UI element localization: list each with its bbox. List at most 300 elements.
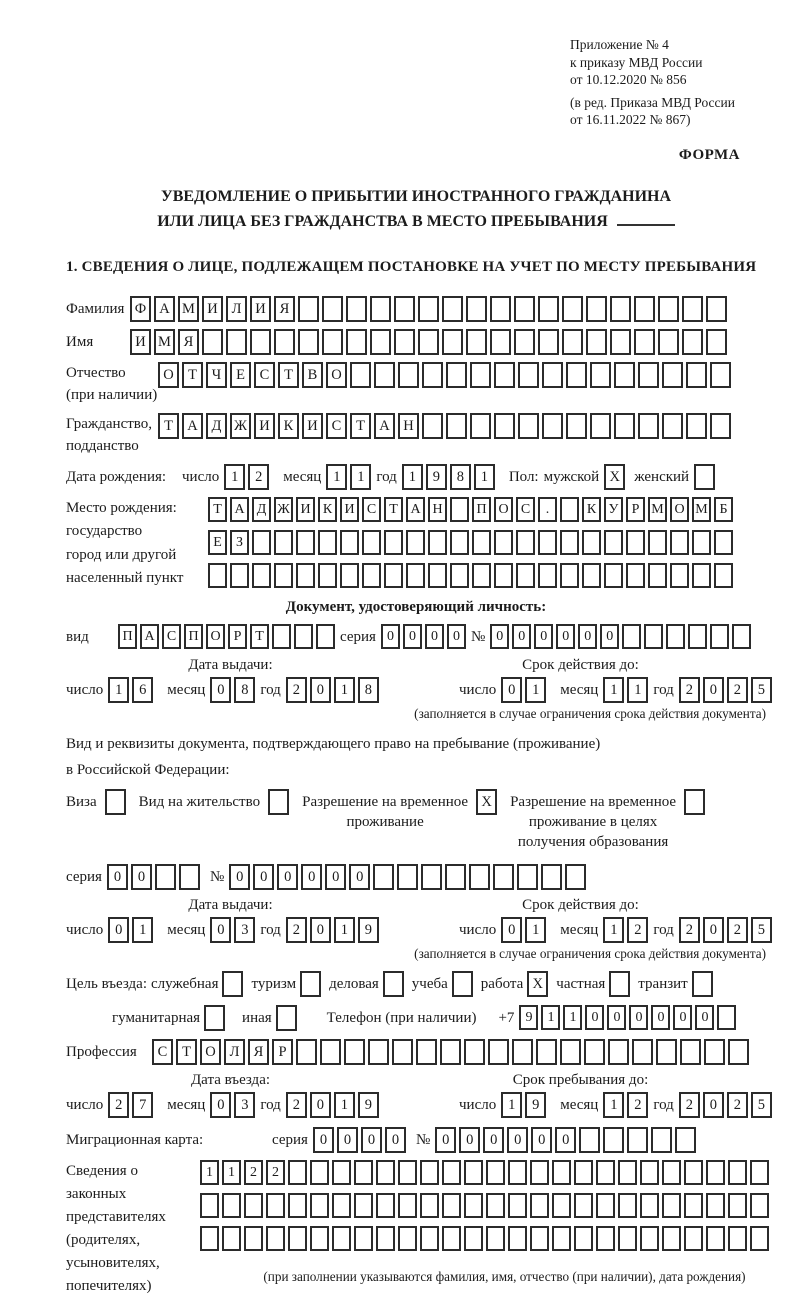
migration-number-box[interactable]: 0 xyxy=(531,1127,552,1153)
visa-checkbox[interactable] xyxy=(105,789,126,815)
representative-char-box[interactable] xyxy=(750,1160,769,1185)
migration-series-box[interactable]: 0 xyxy=(313,1127,334,1153)
entry-year-box[interactable]: 0 xyxy=(310,1092,331,1118)
representative-char-box[interactable] xyxy=(530,1226,549,1251)
profession-char-box[interactable] xyxy=(632,1039,653,1065)
citizenship-char-box[interactable] xyxy=(662,413,683,439)
doc-valid-year[interactable] xyxy=(679,677,772,703)
representative-char-box[interactable] xyxy=(508,1193,527,1218)
birth-place-char-box[interactable] xyxy=(252,563,271,588)
representative-char-box[interactable] xyxy=(244,1193,263,1218)
temp-residence-checkbox[interactable]: X xyxy=(476,789,497,815)
doc-kind-char-box[interactable]: Т xyxy=(250,624,269,649)
purpose-work-checkbox[interactable] xyxy=(527,971,548,997)
doc-kind-char-box[interactable] xyxy=(272,624,291,649)
representative-char-box[interactable] xyxy=(310,1193,329,1218)
representative-char-box[interactable] xyxy=(552,1160,571,1185)
migration-number-box[interactable]: 0 xyxy=(459,1127,480,1153)
birth-place-char-box[interactable] xyxy=(472,563,491,588)
surname-char-box[interactable] xyxy=(538,296,559,322)
representative-char-box[interactable] xyxy=(574,1193,593,1218)
doc-issue-day[interactable] xyxy=(108,677,153,703)
stay-number-box[interactable]: 0 xyxy=(301,864,322,890)
stay-until-day[interactable] xyxy=(501,1092,546,1118)
migration-series-field[interactable] xyxy=(313,1127,406,1153)
representatives-line2[interactable] xyxy=(200,1193,769,1218)
birth-place-char-box[interactable] xyxy=(318,530,337,555)
stay-valid-year-box[interactable]: 5 xyxy=(751,917,772,943)
representative-char-box[interactable] xyxy=(420,1160,439,1185)
doc-issue-year-box[interactable]: 1 xyxy=(334,677,355,703)
surname-char-box[interactable] xyxy=(514,296,535,322)
purpose-study-checkbox[interactable] xyxy=(452,971,473,997)
representative-char-box[interactable] xyxy=(288,1226,307,1251)
profession-char-box[interactable] xyxy=(584,1039,605,1065)
given-name-char-box[interactable] xyxy=(634,329,655,355)
representative-char-box[interactable] xyxy=(508,1226,527,1251)
birth-place-char-box[interactable] xyxy=(362,530,381,555)
migration-number-field[interactable] xyxy=(435,1127,696,1153)
birth-place-char-box[interactable]: У xyxy=(604,497,623,522)
representative-char-box[interactable] xyxy=(574,1226,593,1251)
stay-valid-day-box[interactable]: 1 xyxy=(525,917,546,943)
birth-place-char-box[interactable] xyxy=(318,563,337,588)
birth-year-field[interactable] xyxy=(402,464,495,490)
representative-char-box[interactable] xyxy=(464,1226,483,1251)
profession-char-box[interactable] xyxy=(728,1039,749,1065)
surname-char-box[interactable] xyxy=(442,296,463,322)
patronymic-char-box[interactable]: В xyxy=(302,362,323,388)
doc-issue-day-box[interactable]: 1 xyxy=(108,677,129,703)
patronymic-char-box[interactable] xyxy=(518,362,539,388)
representative-char-box[interactable] xyxy=(684,1226,703,1251)
citizenship-char-box[interactable] xyxy=(614,413,635,439)
patronymic-char-box[interactable] xyxy=(374,362,395,388)
doc-series-box[interactable]: 0 xyxy=(403,624,422,649)
birth-place-char-box[interactable] xyxy=(516,530,535,555)
migration-number-box[interactable]: 0 xyxy=(507,1127,528,1153)
birth-place-char-box[interactable] xyxy=(692,530,711,555)
birth-place-char-box[interactable]: Т xyxy=(208,497,227,522)
representative-char-box[interactable] xyxy=(684,1193,703,1218)
representative-char-box[interactable] xyxy=(728,1193,747,1218)
phone-digit-box[interactable]: 1 xyxy=(563,1005,582,1030)
birth-place-char-box[interactable]: А xyxy=(406,497,425,522)
representative-char-box[interactable] xyxy=(442,1160,461,1185)
purpose-private-checkbox[interactable] xyxy=(609,971,630,997)
birth-year-box[interactable]: 9 xyxy=(426,464,447,490)
stay-number-box[interactable]: 0 xyxy=(229,864,250,890)
patronymic-char-box[interactable] xyxy=(566,362,587,388)
given-name-char-box[interactable]: И xyxy=(130,329,151,355)
representative-char-box[interactable] xyxy=(640,1226,659,1251)
surname-char-box[interactable]: Я xyxy=(274,296,295,322)
entry-month[interactable] xyxy=(210,1092,255,1118)
representatives-line3[interactable] xyxy=(200,1226,769,1251)
stay-valid-year-box[interactable]: 2 xyxy=(727,917,748,943)
stay-number-box[interactable] xyxy=(373,864,394,890)
doc-number-box[interactable]: 0 xyxy=(600,624,619,649)
representative-char-box[interactable] xyxy=(530,1160,549,1185)
stay-until-year[interactable] xyxy=(679,1092,772,1118)
stay-until-day-box[interactable]: 1 xyxy=(501,1092,522,1118)
representative-char-box[interactable] xyxy=(376,1160,395,1185)
birth-place-char-box[interactable] xyxy=(406,530,425,555)
patronymic-char-box[interactable]: О xyxy=(158,362,179,388)
migration-series-box[interactable]: 0 xyxy=(337,1127,358,1153)
doc-kind-char-box[interactable] xyxy=(316,624,335,649)
surname-char-box[interactable]: И xyxy=(202,296,223,322)
doc-valid-day-box[interactable]: 1 xyxy=(525,677,546,703)
representative-char-box[interactable] xyxy=(222,1226,241,1251)
birth-place-char-box[interactable]: З xyxy=(230,530,249,555)
birth-place-char-box[interactable]: Т xyxy=(384,497,403,522)
stay-until-year-box[interactable]: 0 xyxy=(703,1092,724,1118)
stay-issue-month-box[interactable]: 0 xyxy=(210,917,231,943)
doc-series-box[interactable]: 0 xyxy=(425,624,444,649)
birth-place-char-box[interactable]: Р xyxy=(626,497,645,522)
stay-until-month-box[interactable]: 1 xyxy=(603,1092,624,1118)
purpose-tourism-checkbox[interactable] xyxy=(300,971,321,997)
representative-char-box[interactable] xyxy=(244,1226,263,1251)
given-name-char-box[interactable] xyxy=(346,329,367,355)
surname-char-box[interactable] xyxy=(466,296,487,322)
birth-day-box[interactable]: 2 xyxy=(248,464,269,490)
representative-char-box[interactable] xyxy=(486,1160,505,1185)
doc-kind-char-box[interactable] xyxy=(294,624,313,649)
doc-series-box[interactable]: 0 xyxy=(447,624,466,649)
birth-place-char-box[interactable]: И xyxy=(340,497,359,522)
citizenship-field[interactable] xyxy=(158,413,731,439)
purpose-humanitarian-checkbox[interactable] xyxy=(204,1005,225,1031)
representative-char-box[interactable] xyxy=(376,1226,395,1251)
patronymic-field[interactable] xyxy=(158,362,731,388)
birth-place-char-box[interactable] xyxy=(648,563,667,588)
stay-series-box[interactable] xyxy=(155,864,176,890)
patronymic-char-box[interactable] xyxy=(446,362,467,388)
birth-place-char-box[interactable] xyxy=(560,497,579,522)
birth-place-char-box[interactable]: С xyxy=(362,497,381,522)
surname-char-box[interactable]: Л xyxy=(226,296,247,322)
surname-char-box[interactable]: А xyxy=(154,296,175,322)
birth-place-char-box[interactable]: Е xyxy=(208,530,227,555)
given-name-char-box[interactable] xyxy=(202,329,223,355)
migration-number-box[interactable] xyxy=(603,1127,624,1153)
representative-char-box[interactable] xyxy=(596,1226,615,1251)
birth-place-char-box[interactable] xyxy=(582,530,601,555)
stay-number-box[interactable] xyxy=(445,864,466,890)
representative-char-box[interactable] xyxy=(640,1193,659,1218)
representative-char-box[interactable] xyxy=(354,1193,373,1218)
representative-char-box[interactable] xyxy=(332,1160,351,1185)
citizenship-char-box[interactable]: А xyxy=(374,413,395,439)
stay-valid-year-box[interactable]: 2 xyxy=(679,917,700,943)
doc-number-box[interactable] xyxy=(688,624,707,649)
surname-char-box[interactable] xyxy=(634,296,655,322)
birth-place-char-box[interactable]: А xyxy=(230,497,249,522)
given-name-char-box[interactable] xyxy=(538,329,559,355)
citizenship-char-box[interactable] xyxy=(446,413,467,439)
surname-char-box[interactable] xyxy=(490,296,511,322)
migration-number-box[interactable]: 0 xyxy=(435,1127,456,1153)
stay-issue-month[interactable] xyxy=(210,917,255,943)
stay-number-box[interactable]: 0 xyxy=(325,864,346,890)
doc-kind-char-box[interactable]: П xyxy=(118,624,137,649)
patronymic-char-box[interactable] xyxy=(590,362,611,388)
stay-until-year-box[interactable]: 2 xyxy=(727,1092,748,1118)
stay-issue-day-box[interactable]: 0 xyxy=(108,917,129,943)
birth-month-box[interactable]: 1 xyxy=(350,464,371,490)
phone-digit-box[interactable]: 0 xyxy=(607,1005,626,1030)
patronymic-char-box[interactable] xyxy=(638,362,659,388)
birth-day-field[interactable] xyxy=(224,464,269,490)
birth-day-box[interactable]: 1 xyxy=(224,464,245,490)
representative-char-box[interactable] xyxy=(266,1226,285,1251)
patronymic-char-box[interactable] xyxy=(710,362,731,388)
entry-year-box[interactable]: 9 xyxy=(358,1092,379,1118)
representative-char-box[interactable] xyxy=(200,1193,219,1218)
surname-char-box[interactable] xyxy=(298,296,319,322)
sex-male-checkbox[interactable] xyxy=(604,464,625,490)
purpose-tourism-checkbox[interactable] xyxy=(300,971,321,997)
birth-place-char-box[interactable] xyxy=(538,530,557,555)
birth-place-char-box[interactable]: П xyxy=(472,497,491,522)
migration-number-box[interactable]: 0 xyxy=(555,1127,576,1153)
profession-field[interactable] xyxy=(152,1039,749,1065)
purpose-transit-checkbox[interactable] xyxy=(692,971,713,997)
given-name-char-box[interactable] xyxy=(250,329,271,355)
doc-valid-year-box[interactable]: 2 xyxy=(679,677,700,703)
birth-place-char-box[interactable] xyxy=(626,563,645,588)
purpose-official-checkbox[interactable] xyxy=(222,971,243,997)
doc-number-box[interactable] xyxy=(732,624,751,649)
birth-place-char-box[interactable]: Б xyxy=(714,497,733,522)
representative-char-box[interactable] xyxy=(596,1193,615,1218)
birth-place-char-box[interactable] xyxy=(208,563,227,588)
patronymic-char-box[interactable]: С xyxy=(254,362,275,388)
given-name-char-box[interactable]: Я xyxy=(178,329,199,355)
given-name-char-box[interactable]: М xyxy=(154,329,175,355)
birth-place-char-box[interactable] xyxy=(648,530,667,555)
surname-char-box[interactable]: М xyxy=(178,296,199,322)
representative-char-box[interactable]: 1 xyxy=(222,1160,241,1185)
doc-number-field[interactable] xyxy=(490,624,751,649)
stay-number-box[interactable] xyxy=(517,864,538,890)
representative-char-box[interactable] xyxy=(354,1226,373,1251)
doc-issue-day-box[interactable]: 6 xyxy=(132,677,153,703)
citizenship-char-box[interactable]: Н xyxy=(398,413,419,439)
stay-number-box[interactable] xyxy=(565,864,586,890)
migration-number-box[interactable] xyxy=(651,1127,672,1153)
birth-year-box[interactable]: 1 xyxy=(402,464,423,490)
stay-series-box[interactable]: 0 xyxy=(131,864,152,890)
purpose-study-checkbox[interactable] xyxy=(452,971,473,997)
citizenship-char-box[interactable]: Д xyxy=(206,413,227,439)
citizenship-char-box[interactable] xyxy=(590,413,611,439)
doc-kind-char-box[interactable]: П xyxy=(184,624,203,649)
birth-place-char-box[interactable]: О xyxy=(494,497,513,522)
citizenship-char-box[interactable]: Т xyxy=(158,413,179,439)
entry-day-box[interactable]: 2 xyxy=(108,1092,129,1118)
patronymic-char-box[interactable] xyxy=(542,362,563,388)
birth-place-char-box[interactable] xyxy=(494,530,513,555)
profession-char-box[interactable] xyxy=(440,1039,461,1065)
stay-number-box[interactable] xyxy=(493,864,514,890)
birth-place-char-box[interactable]: И xyxy=(296,497,315,522)
representative-char-box[interactable] xyxy=(376,1193,395,1218)
doc-series-box[interactable]: 0 xyxy=(381,624,400,649)
phone-digit-box[interactable]: 0 xyxy=(585,1005,604,1030)
representative-char-box[interactable] xyxy=(486,1193,505,1218)
given-name-char-box[interactable] xyxy=(658,329,679,355)
representative-char-box[interactable] xyxy=(706,1160,725,1185)
birth-place-char-box[interactable]: О xyxy=(670,497,689,522)
purpose-private-checkbox[interactable] xyxy=(609,971,630,997)
doc-kind-field[interactable] xyxy=(118,624,335,649)
surname-char-box[interactable] xyxy=(346,296,367,322)
representative-char-box[interactable] xyxy=(684,1160,703,1185)
profession-char-box[interactable] xyxy=(296,1039,317,1065)
entry-year-box[interactable]: 1 xyxy=(334,1092,355,1118)
representative-char-box[interactable] xyxy=(750,1226,769,1251)
patronymic-char-box[interactable]: Т xyxy=(278,362,299,388)
phone-digit-box[interactable]: 0 xyxy=(651,1005,670,1030)
surname-char-box[interactable] xyxy=(682,296,703,322)
profession-char-box[interactable]: Л xyxy=(224,1039,245,1065)
stay-issue-month-box[interactable]: 3 xyxy=(234,917,255,943)
birth-place-char-box[interactable] xyxy=(406,563,425,588)
representative-char-box[interactable] xyxy=(662,1160,681,1185)
representative-char-box[interactable] xyxy=(706,1193,725,1218)
stay-number-box[interactable]: 0 xyxy=(277,864,298,890)
citizenship-char-box[interactable]: С xyxy=(326,413,347,439)
doc-number-box[interactable]: 0 xyxy=(512,624,531,649)
given-name-char-box[interactable] xyxy=(562,329,583,355)
stay-series-field[interactable] xyxy=(107,864,200,890)
birth-place-char-box[interactable] xyxy=(252,530,271,555)
representative-char-box[interactable] xyxy=(420,1193,439,1218)
representative-char-box[interactable] xyxy=(618,1193,637,1218)
representative-char-box[interactable] xyxy=(750,1193,769,1218)
surname-char-box[interactable] xyxy=(610,296,631,322)
migration-number-box[interactable]: 0 xyxy=(483,1127,504,1153)
profession-char-box[interactable] xyxy=(368,1039,389,1065)
representative-char-box[interactable] xyxy=(618,1226,637,1251)
sex-female-checkbox[interactable] xyxy=(694,464,715,490)
birth-place-char-box[interactable] xyxy=(274,530,293,555)
patronymic-char-box[interactable]: О xyxy=(326,362,347,388)
birth-place-char-box[interactable] xyxy=(340,563,359,588)
patronymic-char-box[interactable] xyxy=(662,362,683,388)
profession-char-box[interactable] xyxy=(392,1039,413,1065)
representative-char-box[interactable] xyxy=(464,1160,483,1185)
doc-kind-char-box[interactable]: Р xyxy=(228,624,247,649)
representative-char-box[interactable] xyxy=(310,1226,329,1251)
birth-place-char-box[interactable]: . xyxy=(538,497,557,522)
given-name-char-box[interactable] xyxy=(298,329,319,355)
representative-char-box[interactable] xyxy=(266,1193,285,1218)
birth-place-line1[interactable] xyxy=(208,497,733,522)
given-name-char-box[interactable] xyxy=(466,329,487,355)
doc-series-field[interactable] xyxy=(381,624,466,649)
doc-number-box[interactable]: 0 xyxy=(490,624,509,649)
patronymic-char-box[interactable] xyxy=(422,362,443,388)
surname-char-box[interactable]: И xyxy=(250,296,271,322)
birth-place-char-box[interactable]: М xyxy=(648,497,667,522)
representative-char-box[interactable] xyxy=(508,1160,527,1185)
profession-char-box[interactable] xyxy=(416,1039,437,1065)
given-name-char-box[interactable] xyxy=(442,329,463,355)
profession-char-box[interactable] xyxy=(656,1039,677,1065)
given-name-char-box[interactable] xyxy=(682,329,703,355)
birth-place-char-box[interactable] xyxy=(384,530,403,555)
phone-digit-box[interactable]: 0 xyxy=(695,1005,714,1030)
stay-until-year-box[interactable]: 5 xyxy=(751,1092,772,1118)
doc-issue-year[interactable] xyxy=(286,677,379,703)
given-name-char-box[interactable] xyxy=(418,329,439,355)
stay-valid-month[interactable] xyxy=(603,917,648,943)
profession-char-box[interactable] xyxy=(560,1039,581,1065)
entry-month-box[interactable]: 0 xyxy=(210,1092,231,1118)
birth-place-char-box[interactable] xyxy=(428,530,447,555)
citizenship-char-box[interactable]: А xyxy=(182,413,203,439)
representative-char-box[interactable] xyxy=(530,1193,549,1218)
stay-valid-month-box[interactable]: 1 xyxy=(603,917,624,943)
doc-issue-year-box[interactable]: 0 xyxy=(310,677,331,703)
citizenship-char-box[interactable]: Т xyxy=(350,413,371,439)
given-name-char-box[interactable] xyxy=(586,329,607,355)
stay-valid-year-box[interactable]: 0 xyxy=(703,917,724,943)
stay-number-box[interactable] xyxy=(421,864,442,890)
doc-number-box[interactable]: 0 xyxy=(534,624,553,649)
surname-char-box[interactable]: Ф xyxy=(130,296,151,322)
profession-char-box[interactable] xyxy=(608,1039,629,1065)
birth-month-field[interactable] xyxy=(326,464,371,490)
given-name-char-box[interactable] xyxy=(706,329,727,355)
doc-number-box[interactable] xyxy=(666,624,685,649)
birth-place-char-box[interactable] xyxy=(560,563,579,588)
purpose-transit-checkbox[interactable] xyxy=(692,971,713,997)
profession-char-box[interactable] xyxy=(536,1039,557,1065)
residence-permit-checkbox[interactable] xyxy=(268,789,289,815)
representative-char-box[interactable] xyxy=(310,1160,329,1185)
birth-year-box[interactable]: 8 xyxy=(450,464,471,490)
doc-number-box[interactable]: 0 xyxy=(556,624,575,649)
entry-day-box[interactable]: 7 xyxy=(132,1092,153,1118)
migration-series-box[interactable]: 0 xyxy=(361,1127,382,1153)
surname-char-box[interactable] xyxy=(562,296,583,322)
stay-issue-year[interactable] xyxy=(286,917,379,943)
citizenship-char-box[interactable] xyxy=(542,413,563,439)
patronymic-char-box[interactable]: Т xyxy=(182,362,203,388)
birth-place-char-box[interactable] xyxy=(450,497,469,522)
stay-series-box[interactable] xyxy=(179,864,200,890)
stay-until-day-box[interactable]: 9 xyxy=(525,1092,546,1118)
citizenship-char-box[interactable]: И xyxy=(302,413,323,439)
purpose-official-checkbox[interactable] xyxy=(222,971,243,997)
entry-year[interactable] xyxy=(286,1092,379,1118)
birth-place-line2[interactable] xyxy=(208,530,733,555)
residence-permit-checkbox[interactable] xyxy=(268,789,289,815)
stay-until-year-box[interactable]: 2 xyxy=(679,1092,700,1118)
representative-char-box[interactable] xyxy=(398,1160,417,1185)
phone-digit-box[interactable]: 0 xyxy=(673,1005,692,1030)
birth-place-char-box[interactable] xyxy=(296,530,315,555)
birth-place-char-box[interactable]: К xyxy=(582,497,601,522)
birth-place-char-box[interactable] xyxy=(274,563,293,588)
citizenship-char-box[interactable] xyxy=(422,413,443,439)
stay-series-box[interactable]: 0 xyxy=(107,864,128,890)
